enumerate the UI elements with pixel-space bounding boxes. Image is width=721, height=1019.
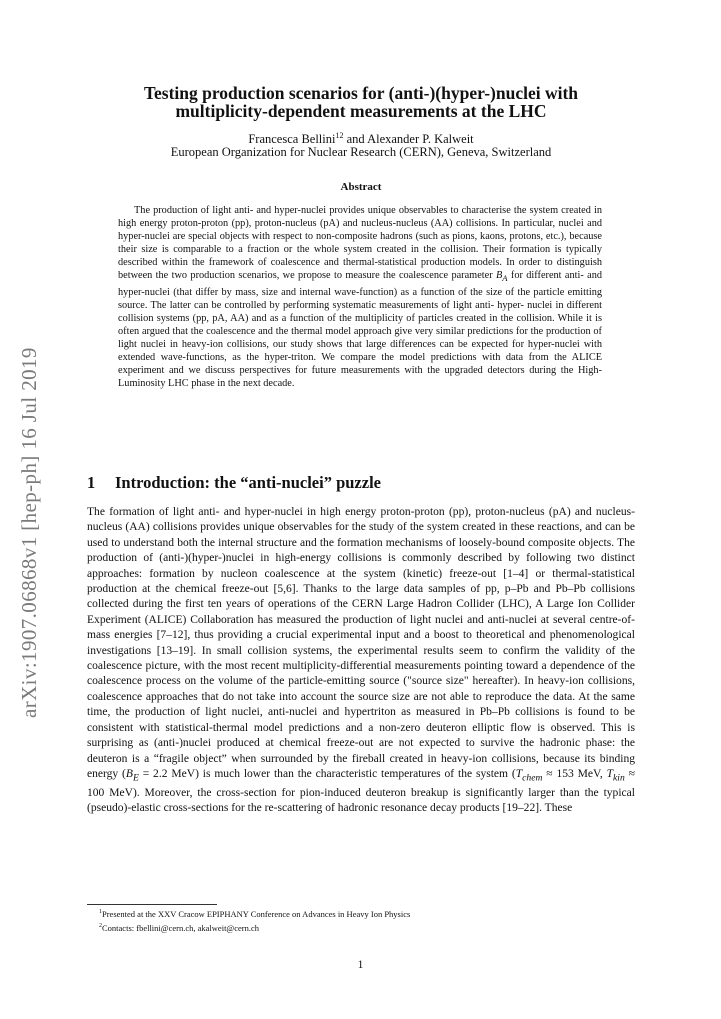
intro-text-2: ) is much lower than the characteristic temperatures of the system ( — [195, 767, 516, 780]
chemical-temperature-value: ≈ 153 MeV, — [542, 767, 607, 780]
footnotes — [87, 907, 635, 934]
paper-title — [60, 84, 662, 120]
title-line-2: multiplicity-dependent measurements at the LHC — [175, 101, 547, 121]
abstract-heading: Abstract — [340, 181, 382, 193]
page-number: 1 — [357, 959, 364, 971]
footnote-1-text: Presented at the XXV Cracow EPIPHANY Conference on Advances in Heavy Ion Physics — [102, 908, 411, 919]
section-title: Introduction: the “anti-nuclei” puzzle — [115, 473, 381, 492]
affiliation: European Organization for Nuclear Research (CERN), Geneva, Switzerland — [170, 145, 552, 159]
arxiv-identifier-stamp: arXiv:1907.06868v1 [hep-ph] 16 Jul 2019 — [17, 347, 41, 718]
footnote-rule — [87, 904, 217, 905]
author-separator: and — [343, 132, 368, 147]
section-heading — [87, 473, 381, 493]
author-2-name: Alexander P. Kalweit — [367, 132, 474, 147]
section-number: 1 — [87, 473, 96, 492]
abstract-part-1: The production of light anti- and hyper-nuclei provides unique observables to characterise the system created in high energy proton-proton (pp), proton-nucleus (pA) and nucleus-nucleus (AA) collisions. In particular, nuclei and hyper-nuclei are special objects with respect to non-composite hadrons (such as pions, kaons, protons, etc.), because their size is comparable to a fraction or the whole system created in the collision. Their formation is typically described within the framework of coalescence and thermal-statistical production models. In order to distinguish between the two production scenarios, we propose to measure the coalescence parameter — [118, 205, 602, 282]
footnote-2 — [87, 921, 635, 935]
binding-energy-symbol: $B_E$ — [125, 767, 139, 784]
kinetic-temperature-value: ≈ 100 MeV — [87, 767, 635, 799]
binding-energy-value: = 2.2 MeV — [138, 767, 196, 780]
footnote-1-mark: 1 — [99, 909, 102, 915]
chemical-temperature-symbol: $T_{chem}$ — [515, 767, 543, 784]
author-1-name: Francesca Bellini — [248, 132, 336, 147]
title-line-1: Testing production scenarios for (anti-)(hyper-)nuclei with — [143, 83, 579, 103]
introduction-paragraph — [87, 505, 635, 816]
footnote-1 — [87, 907, 635, 921]
intro-text-1: The formation of light anti- and hyper-nuclei in high energy proton-proton (pp), proton-nucleus (pA) and nucleus-nucleus (AA) collisions provides unique observables for the study of the system created in these reactions, and can be used to understand both the internal structure and the formation mechanisms of loosely-bound composite objects. The production of (anti-)(hyper-)nuclei in high-energy collisions is commonly described by following two distinct approaches: formation by nucleon coalescence at the system (kinetic) freeze-out [1–4] or thermal-statistical production at the chemical freeze-out [5,6]. Thanks to the large data samples of pp, p–Pb and Pb–Pb collisions collected during the first ten years of operations of the CERN Large Hadron Collider (LHC), A Large Ion Collider Experiment (ALICE) Collaboration has measured the production of light nuclei and anti-nuclei at several centre-of-mass energies [7–12], thus providing a crucial experimental input and a boost to theoretical and phenomenological investigations [13–19]. In small collision systems, the experimental results seem to confirm the validity of the coalescence picture, with the most recent multiplicity-differential measurements pointing toward a dependence of the coalescence process on the volume of the particle-emitting source ("source size" hereafter). In heavy-ion collisions, coalescence approaches that do not take into account the source size are not able to reproduce the data. At the same time, the production of light nuclei, anti-nuclei and hypertriton as measured in Pb–Pb collisions is found to be consistent with statistical-thermal model predictions and a non-zero deuteron elliptic flow is observed. This is surprising as (anti-)nuclei produced at chemical freeze-out are not expected to survive the hadronic phase: the deuteron is a “fragile object” when surrounded by the fireball created in heavy-ion collisions, because its binding energy ( — [87, 506, 635, 780]
abstract-body — [118, 204, 602, 390]
footnote-2-mark: 2 — [99, 922, 102, 929]
footnote-2-text: Contacts: fbellini@cern.ch, akalweit@cern.ch — [102, 922, 260, 933]
author-1-footnote-marks: 12 — [335, 131, 344, 140]
abstract-part-2: for different anti- and hyper-nuclei (that differ by mass, size and internal wave-function) as a function of the size of the particle emitting source. The latter can be controlled by performing systematic measurements of light anti- hyper- nuclei in different collision systems (pp, pA, AA) and as a function of the multiplicity of particles created in the collision. While it is often argued that the coalescence and the thermal model approach give very similar predictions for the production of light nuclei in heavy-ion collisions, our study shows that large differences can be expected for hyper-nuclei with extended wave-functions, as the hyper-triton. We compare the model predictions with data from the ALICE experiment and we discuss perspectives for future measurements with the upgraded detectors during the High-Luminosity LHC phase in the next decade. — [118, 270, 602, 390]
kinetic-temperature-symbol: $T_{kin}$ — [606, 767, 625, 784]
coalescence-parameter-symbol: $B_A$ — [496, 270, 508, 284]
intro-text-3: ). Moreover, the cross-section for pion-induced deuteron breakup is significantly larger than the typical (pseudo)-elastic cross-sections for the re-scattering of hadronic resonance decay products [19–22]. These — [87, 786, 635, 815]
